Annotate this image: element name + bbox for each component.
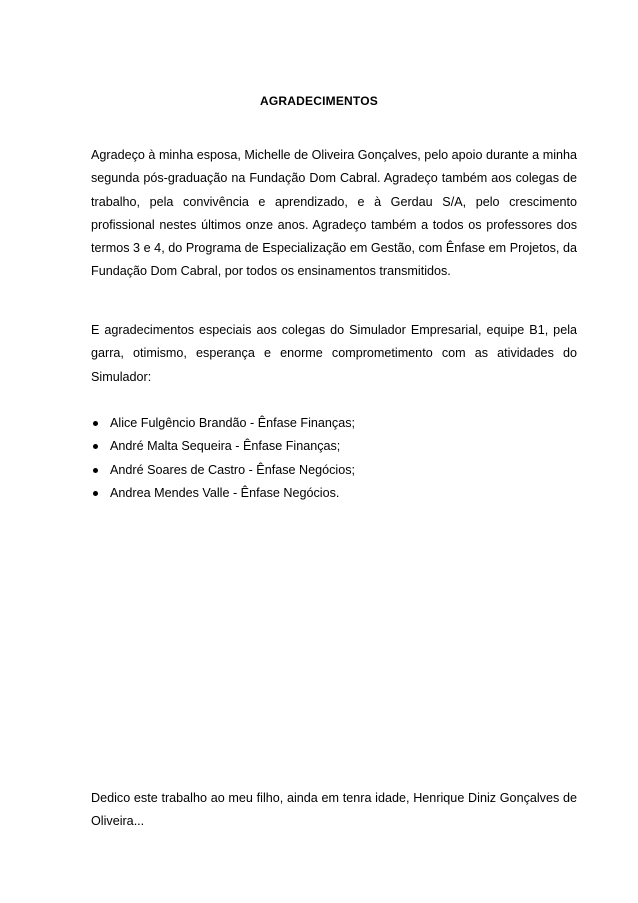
- list-item-text: André Malta Sequeira - Ênfase Finanças;: [110, 439, 341, 454]
- acknowledgement-paragraph: Agradeço à minha esposa, Michelle de Oliveira Gonçalves, pelo apoio durante a minha segunda pós-graduação na Fundação Dom Cabral. Agradeço também aos colegas de trabalho, pela convivência e aprendizado, e à Gerdau S/A, pelo crescimento profissional nestes últimos onze anos. Agradeço também a todos os professores dos termos 3 e 4, do Programa de Especialização em Gestão, com Ênfase em Projetos, da Fundação Dom Cabral, por todos os ensinamentos transmitidos.: [91, 148, 577, 279]
- bullet-icon: [93, 468, 98, 473]
- list-item-text: Andrea Mendes Valle - Ênfase Negócios.: [110, 485, 340, 500]
- team-members-list: [91, 412, 577, 505]
- bullet-icon: [93, 444, 98, 449]
- bullet-icon: [93, 491, 98, 496]
- page-title: AGRADECIMENTOS: [260, 94, 378, 108]
- list-item: [91, 459, 577, 482]
- dedication-paragraph: Dedico este trabalho ao meu filho, ainda em tenra idade, Henrique Diniz Gonçalves de Oliveira...: [91, 791, 577, 829]
- special-thanks-paragraph: E agradecimentos especiais aos colegas do Simulador Empresarial, equipe B1, pela garra, otimismo, esperança e enorme comprometimento com as atividades do Simulador:: [91, 323, 577, 384]
- list-item-text: Alice Fulgêncio Brandão - Ênfase Finanças;: [110, 416, 356, 430]
- list-item: [91, 482, 577, 505]
- bullet-icon: [93, 421, 98, 426]
- list-item: [91, 435, 577, 458]
- list-item: [91, 412, 577, 435]
- list-item-text: André Soares de Castro - Ênfase Negócios;: [110, 462, 356, 477]
